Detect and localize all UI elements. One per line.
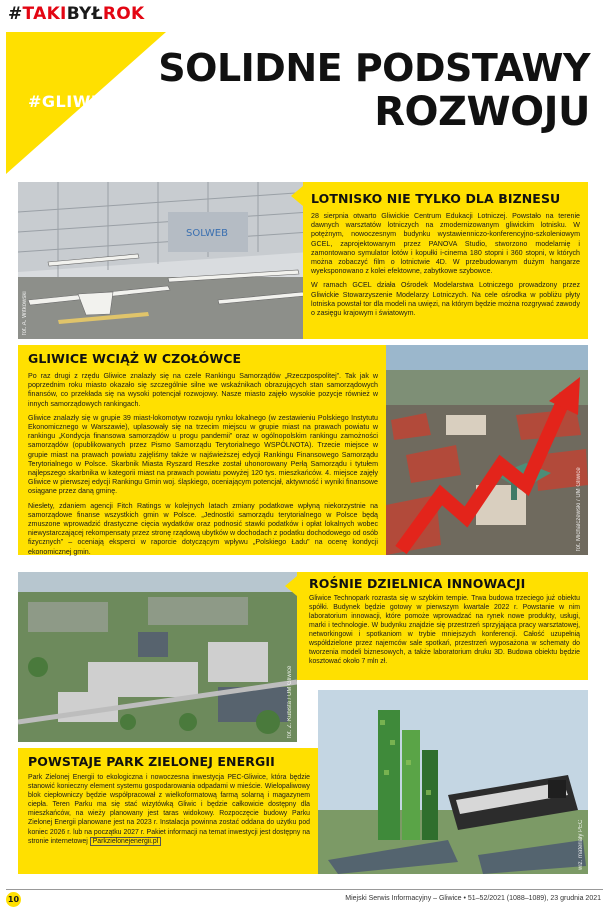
photo-credit: fot. Z. Kubista / UM Gliwice [287,665,293,738]
city-rynek-photo [386,345,588,555]
technopark-aerial-photo [18,572,297,742]
article-title: LOTNISKO NIE TYLKO DLA BIZNESU [311,191,561,206]
article-paragraph: 28 sierpnia otwarto Gliwickie Centrum Edukacji Lotniczej. Powstało na terenie dawnych warsztatów lotniczych na zmodernizowanym gliwickim lotnisku. W potężnym, nowoczesnym budynku wystawienniczo-konferencyjno-szkoleniowym GCEL, zaprojektowanym przez PANOVA Studio, stworzono modelarnię i zamontowano symulator lotów i kopułki i-cinema 180 stopni i 360 stopni, w których można zobaczyć film o lotnictwie 4D. W przebudowanym dużym hangarze wyeksponowano z kolei efektowne, zabytkowe szybowce. [311,212,580,276]
green-energy-tower-visualization [318,690,588,874]
article-paragraph: Niesłety, zdaniem agencji Fitch Ratings w kolejnych latach zmiany podatkowe wpłyną niekorzystnie na samorządowe finanse wszystkich gmin w Polsce. „Jednostki samorządu terytorialnego w Polsce będą zmuszone wprowadzić drastyczne cięcia wydatków oraz podnosić stawki podatków i opłat lokalnych wobec niewystarczającej rekompensaty przez stronę rządową ubytków w dochodach z podatku dochodowego od osób fizycznych” – oceniają eksperci w raporcie dotyczącym wpływu „Polskiego Ładu” na ocenę kondycji ekonomicznej gmin. [28,501,378,556]
article-ranking [18,345,386,555]
article-title: ROŚNIE DZIELNICA INNOWACJI [309,576,526,591]
arrow-marker [285,576,297,596]
article-paragraph: Gliwice Technopark rozrasta się w szybkim tempie. Trwa budowa trzeciego już obiektu spółki. Budynek będzie gotowy w pierwszym kwartale 2022 r. Powstanie w nim laboratorium innowacji, które pomoże wprowadzać na rynek nowe produkty, usługi, marki i technologie. W budynku znajdzie się przestrzeń sprzyjająca pracy warsztatowej, networkingowi i spotkaniom w trybie mniejszych konferencji. Całość uzupełnią współdzielone przez najemców sale spotkań, przestrzeń wyposażona w schematy do tworzenia modeli biznesowych, a także laboratorium druku 3D. Budowa obiektu będzie kosztować około 7 mln zł. [309,595,580,665]
hero-tag: #GLIWICE [28,92,121,111]
page-title [158,46,590,134]
article-innovation [297,572,588,680]
photo-credit: wiz. materiały PEC [578,819,584,870]
article-title: GLIWICE WCIĄŻ W CZOŁÓWCE [28,351,242,366]
hero-banner [6,32,604,174]
hangar-photo [18,182,310,339]
article-paragraph: Po raz drugi z rzędu Gliwice znalazły się na czele Rankingu Samorządów „Rzeczpospolitej”. Tak jak w poprzednim roku miasto okazało się szczególnie silne we wskaźnikach obrazujących stan samorządowych finansów, co przekłada się na wysoki potencjał rozwojowy. Nasze miasto zajęło wysokie pozycje również w innych samorządowych rankingach. [28,372,378,408]
footer-divider [6,889,603,890]
hash-symbol: # [8,4,23,24]
article-paragraph-text: Park Zielonej Energii to ekologiczna i nowoczesna inwestycja PEC-Gliwice, która będzie stanowić konieczny element systemu gospodarowania odpadami w mieście. Wielopaliwowy blok ciepłowniczy będzie współpracował z wielkoformatową farmą solarną i magazynem ciepła. Teren Parku ma się stać wizytówką Gliwic i będzie całkowicie dostępny dla mieszkańców, na wieży planowany jest taras widokowy. Rozpoczęcie budowy Parku Zielonej Energii planowane jest na 2023 r. Instalacja powinna zostać oddana do użytku pod koniec 2026 r. lub na początku 2027 r. Pakiet informacji na temat inwestycji jest dostępny na stronie internetowej [28,774,310,845]
page-number: 10 [6,892,21,907]
header-word-rok: ROK [102,4,145,24]
article-title: POWSTAJE PARK ZIELONEJ ENERGII [28,754,275,769]
hangar-sign: SOLWEB [186,228,228,239]
article-paragraph: W ramach GCEL działa Ośrodek Modelarstwa Lotniczego prowadzony przez Gliwickie Stowarzyszenie Modelarzy Lotniczych. Na cele ośrodka w pobliżu płyty lotniska powstał tor dla modeli na uwięzi, na którym będzie można rozgrywać zawody o zasięgu krajowym i światowym. [311,281,580,318]
photo-credit: fot. Michalczewski / UM Gliwice [576,467,582,551]
article-paragraph: Gliwice znalazły się w grupie 39 miast-lokomotyw rozwoju rynku lokalnego (w zestawieniu Polskiego Instytutu Ekonomicznego w Warszawie), uplasowały się na trzecim miejscu w grupie miast na prawach powiatu w rankingu „Kondycja finansowa samorządów u progu pandemii” oraz w ogólnopolskim rankingu zamożności samorządów (opublikowanych przez Pismo Samorządu Terytorialnego WSPÓLNOTA). Trzecie miejsce w grupie miast na prawach powiatu zajęliśmy także w najświeższej edycji Rankingu Finansowego Samorządu Terytorialnego w Polsce. Skarbnik Miasta Ryszard Reszke został uhonorowany Perłą Samorządu i tytułem najlepszego skarbnika w kategorii miast na prawach powiatu powyżej 120 tys. mieszkańców. 4. miejsce zajęły Gliwice w pierwszej edycji Rankingu Gmin woj. śląskiego, oceniającym potencjał, aktywność i wyniki finansowe osiągane przez daną gminę. [28,413,378,496]
title-line-1: SOLIDNE PODSTAWY [158,46,590,90]
section-hashtag-header [8,4,144,26]
header-word-taki: TAKI [22,4,67,24]
footer-publication-info: Miejski Serwis Informacyjny – Gliwice • 51–52/2021 (1088–1089), 23 grudnia 2021 [345,895,601,902]
article-green-energy [18,748,318,874]
website-link[interactable]: Parkzielonejenergii.pl [90,837,162,846]
photo-credit: fot. A. Witkowski [22,291,28,335]
title-line-2: ROZWOJU [374,89,590,135]
article-paragraph [28,773,310,846]
arrow-marker [291,186,303,206]
article-airport [303,182,588,339]
header-word-byl: BYŁ [66,4,103,24]
